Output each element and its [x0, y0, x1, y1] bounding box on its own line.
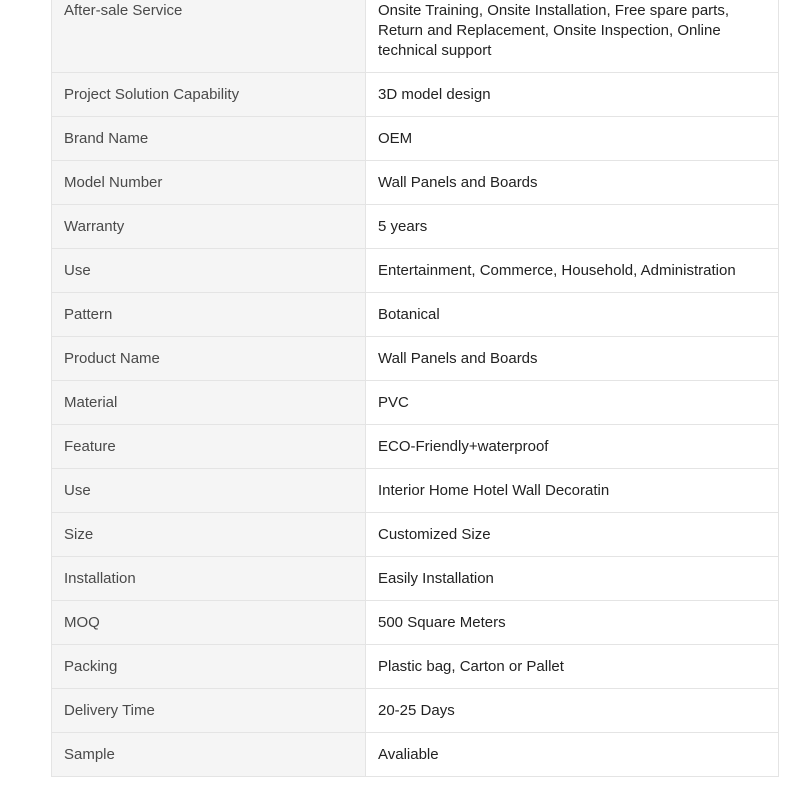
- spec-value: Wall Panels and Boards: [366, 337, 779, 381]
- product-spec-table: [51, 0, 779, 777]
- table-row: [52, 689, 779, 733]
- table-row: [52, 0, 779, 73]
- table-row: [52, 205, 779, 249]
- spec-label: Installation: [52, 557, 366, 601]
- spec-value: ECO-Friendly+waterproof: [366, 425, 779, 469]
- spec-table-body: [52, 0, 779, 777]
- spec-value: OEM: [366, 117, 779, 161]
- table-row: [52, 645, 779, 689]
- spec-label: Product Name: [52, 337, 366, 381]
- spec-value: Botanical: [366, 293, 779, 337]
- table-row: [52, 293, 779, 337]
- spec-value: 5 years: [366, 205, 779, 249]
- spec-value: Interior Home Hotel Wall Decoratin: [366, 469, 779, 513]
- spec-value: Avaliable: [366, 733, 779, 777]
- spec-label: Pattern: [52, 293, 366, 337]
- spec-label: Feature: [52, 425, 366, 469]
- table-row: [52, 337, 779, 381]
- spec-label: Use: [52, 469, 366, 513]
- spec-label: After-sale Service: [52, 0, 366, 73]
- spec-label: Delivery Time: [52, 689, 366, 733]
- spec-label: Sample: [52, 733, 366, 777]
- spec-label: MOQ: [52, 601, 366, 645]
- table-row: [52, 733, 779, 777]
- spec-label: Use: [52, 249, 366, 293]
- spec-value: Onsite Training, Onsite Installation, Free spare parts, Return and Replacement, Onsite Inspection, Online technical support: [366, 0, 779, 73]
- table-row: [52, 601, 779, 645]
- spec-value: Plastic bag, Carton or Pallet: [366, 645, 779, 689]
- spec-label: Packing: [52, 645, 366, 689]
- spec-value: Easily Installation: [366, 557, 779, 601]
- table-row: [52, 117, 779, 161]
- spec-label: Material: [52, 381, 366, 425]
- spec-label: Model Number: [52, 161, 366, 205]
- spec-label: Warranty: [52, 205, 366, 249]
- table-row: [52, 73, 779, 117]
- spec-value: Entertainment, Commerce, Household, Administration: [366, 249, 779, 293]
- spec-value: Customized Size: [366, 513, 779, 557]
- spec-value: 3D model design: [366, 73, 779, 117]
- table-row: [52, 161, 779, 205]
- spec-label: Brand Name: [52, 117, 366, 161]
- table-row: [52, 557, 779, 601]
- table-row: [52, 469, 779, 513]
- table-row: [52, 425, 779, 469]
- table-row: [52, 381, 779, 425]
- spec-value: 500 Square Meters: [366, 601, 779, 645]
- spec-value: 20-25 Days: [366, 689, 779, 733]
- table-row: [52, 249, 779, 293]
- spec-value: PVC: [366, 381, 779, 425]
- spec-value: Wall Panels and Boards: [366, 161, 779, 205]
- spec-label: Size: [52, 513, 366, 557]
- spec-label: Project Solution Capability: [52, 73, 366, 117]
- table-row: [52, 513, 779, 557]
